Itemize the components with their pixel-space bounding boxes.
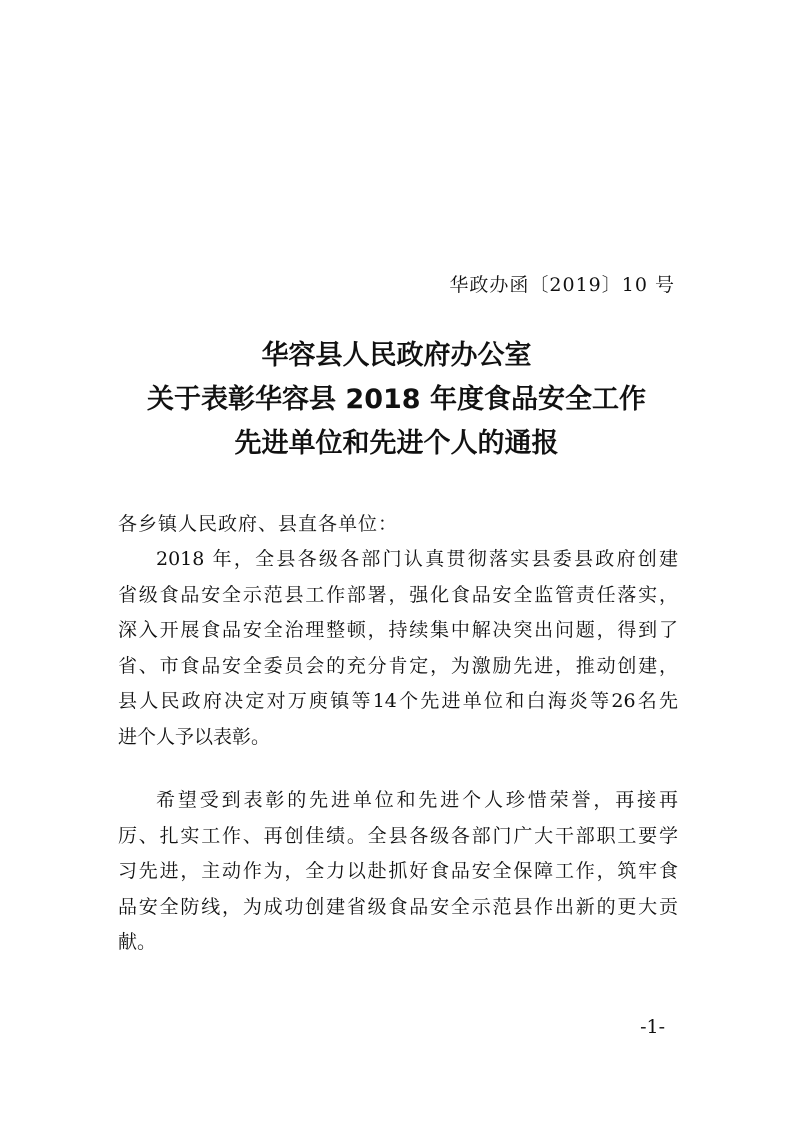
- body-paragraph: [118, 542, 678, 755]
- paragraph-line: 深入开展食品安全治理整顿，持续集中解决突出问题，得到了: [118, 619, 678, 641]
- document-title: [0, 334, 793, 466]
- paragraph-line: 省、市食品安全委员会的充分肯定，为激励先进，推动创建，: [118, 654, 678, 677]
- page-number: -1-: [640, 1016, 665, 1038]
- paragraph-line: 献。: [118, 931, 157, 953]
- paragraph-line: 县人民政府决定对万庾镇等14个先进单位和白海炎等26名先: [118, 690, 678, 712]
- title-line: 先进单位和先进个人的通报: [234, 428, 559, 459]
- document-number: 华政办函〔2019〕10 号: [449, 274, 675, 296]
- title-line: 关于表彰华容县 2018 年度食品安全工作: [147, 384, 646, 415]
- title-line: 华容县人民政府办公室: [261, 340, 532, 371]
- paragraph-line: 希望受到表彰的先进单位和先进个人珍惜荣誉，再接再: [156, 789, 678, 811]
- paragraph-line: 2018 年，全县各级各部门认真贯彻落实县委县政府创建: [156, 548, 678, 570]
- paragraph-line: 进个人予以表彰。: [118, 725, 271, 748]
- paragraph-line: 厉、扎实工作、再创佳绩。全县各级各部门广大干部职工要学: [118, 824, 678, 847]
- salutation: 各乡镇人民政府、县直各单位：: [118, 513, 399, 535]
- paragraph-line: 习先进，主动作为，全力以赴抓好食品安全保障工作，筑牢食: [118, 860, 678, 882]
- paragraph-line: 品安全防线，为成功创建省级食品安全示范县作出新的更大贡: [118, 895, 678, 918]
- body-paragraph: [118, 783, 678, 961]
- paragraph-line: 省级食品安全示范县工作部署，强化食品安全监管责任落实，: [118, 583, 678, 606]
